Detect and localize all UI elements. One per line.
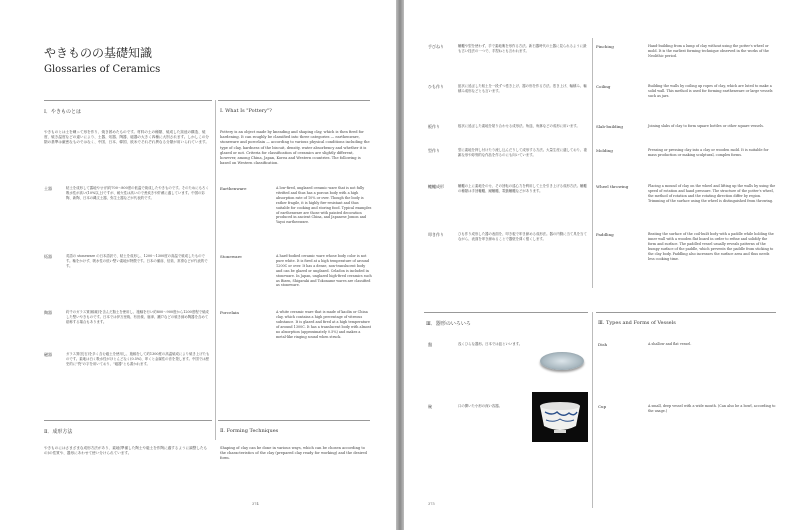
divider — [596, 312, 776, 313]
divider — [44, 420, 212, 421]
term-en: Wheel throwing — [596, 184, 629, 189]
term-en: Stoneware — [220, 254, 242, 259]
definition-ja: ガラス質(長石)を多く含む磁土を使用し、施釉をして約1300度の高温焼成により焼き上げたものです。素地は白く吸水性がほとんどなく(0.5%)、叩くと金属性の音を発します。中国では歴史的に"瓷"の字を用いており、"磁器"とも書かれます。 — [66, 352, 210, 366]
definition-ja: 口の開いた小形の深い容器。 — [458, 404, 503, 408]
column-divider — [592, 312, 593, 508]
page-title-ja: やきものの基礎知識 — [44, 46, 153, 60]
section-heading-ja: Ⅰ．やきものとは — [44, 109, 81, 115]
term-ja: ひも作り — [428, 84, 444, 89]
right-page — [404, 0, 800, 530]
term-ja: 陶器 — [44, 310, 52, 315]
term-ja: 叩き作り — [428, 232, 444, 237]
definition-en: Placing a mound of clay on the wheel and lifting up the walls by using the speed of rotation and hand pressure. The structure of the potter's wheel, the method of rotation and the rotating direction differ by region. Trimming of the surface using the wheel is distinguished from throwing. — [648, 184, 776, 203]
cup-photo — [532, 392, 588, 442]
term-ja: 手びねり — [428, 44, 444, 49]
definition-ja: 紐状に延ばした粘土を一段ずつ巻き上げ、器の形を作る方法。巻き上げ、輪積み、輪積み成形などとも言います。 — [458, 84, 587, 93]
definition-en: Beating the surface of the coil-built body with a paddle while holding the inner wall with a wooden flat board in order to refine and solidify the form and surface. The paddled vessel usually reveals patterns of the bumpy surface of the paddle, which prevents the paddle from sticking to the clay body. Paddling also increases the surface area and thus needs less cooking time. — [648, 232, 774, 261]
term-en: Slab-building — [596, 124, 623, 129]
divider — [218, 100, 370, 101]
term-ja: 轆轤成形 — [428, 184, 444, 189]
term-ja: 型作り — [428, 148, 440, 153]
definition-en: A hard-bodied ceramic ware whose body color is not pure white. It is fired at a high temperature of around 1200C or over. It has a dense, non-translucent body and can be glazed or unglazed. Celadon is included in stoneware. In Japan, unglazed high-fired ceramics such as Bizen, Shigaraki and Tokoname wares are classified as stoneware. — [276, 254, 372, 288]
term-ja: 土器 — [44, 186, 52, 191]
page-title-en: Glossaries of Ceramics — [44, 64, 161, 75]
column-divider — [215, 100, 216, 440]
forming-intro-ja: やきものにはさまざまな成形方法があり、素地(準備した陶土や磁土を作陶に適するように調整したもの)の性質や、器形にあわせて使い分けられています。 — [44, 446, 208, 456]
definition-en: Pressing or pressing clay into a clay or wooden mold. It is suitable for mass production or making sculptural, complex forms. — [648, 148, 769, 157]
term-ja: 磁器 — [44, 352, 52, 357]
page-number: 375 — [428, 502, 435, 506]
definition-en: Building the walls by coiling up ropes of clay, which are luted to make a solid wall. This method is used for forming earthenware or large vessels such as jars. — [648, 84, 773, 98]
definition-ja: ひも作り成形した器の表面を、叩き板で叩き締める成形法。器の内側に当て具を当てながら、表面を叩き締めることで器壁を薄く強くします。 — [458, 232, 587, 241]
dish-photo — [536, 340, 588, 382]
term-en: Earthenware — [220, 186, 247, 191]
term-en: Paddling — [596, 232, 614, 237]
term-en: Pinching — [596, 44, 614, 49]
definition-ja: 英語の stoneware の日本語訳で、粘土を成形し、1200〜1300度の高温で焼成したものです。釉をかけず、吸水性の低い堅い素地が特徴です。日本の備前、信楽、常滑などが代表的です。 — [66, 254, 208, 268]
definition-ja: 型に素地を押し付けたり流し込んだりして成形する方法。大量生産に適しており、複雑な形や彫刻的な作品を作るのにも向いています。 — [458, 148, 587, 157]
term-en: Dish — [598, 342, 608, 347]
book-spine — [396, 0, 404, 530]
forming-intro-en: Shaping of clay can be done in various ways, which can be chosen according to the characteristics of the clay (prepared clay ready for working) and the desired form. — [220, 446, 367, 461]
section-heading-en: Ⅱ. Forming Techniques — [220, 428, 279, 434]
definition-en: A low-fired, unglazed ceramic ware that is not fully vitrified and thus has a porous body with a high absorption rate of 10% or over. Though the body is rather fragile, it is highly fire-resistant and thus suitable for cooking and storing food. Typical examples of earthenware are those with painted decoration produced in ancient China, and Japanese Jomon and Yayoi earthenware. — [276, 186, 372, 225]
definition-ja: 板状に延ばした素地を貼り合わせる成形法。角皿、角鉢などの成形に用います。 — [458, 124, 580, 128]
definition-en: Hand-building from a lump of clay without using the potter's wheel or mold. It is the earliest forming technique observed in the works of the Neolithic period. — [648, 44, 769, 58]
term-ja: 碗 — [428, 404, 432, 409]
definition-ja: 轆轤の上に素地をのせ、その回転の遠心力を利用して土を引き上げる成形方法。轆轤の種類は手回轆轤、蹴轆轤、電動轆轤などがあります。 — [458, 184, 587, 193]
column-divider — [592, 38, 593, 288]
section-heading-ja: Ⅱ．成形方法 — [44, 429, 73, 435]
section-heading-en: Ⅲ. Types and Forms of Vessels — [598, 320, 676, 326]
term-ja: 板作り — [428, 124, 440, 129]
definition-ja: 轆轤や型を使わず、手で素地塊を形作る方法。新石器時代の土器に見られるように最も古い技法の一つで、手捏ねとも言われます。 — [458, 44, 587, 53]
section-heading-ja: Ⅲ．器形のいろいろ — [426, 321, 471, 327]
term-en: Cup — [598, 404, 607, 409]
term-ja: 盤 — [428, 342, 432, 347]
term-ja: 炻器 — [44, 254, 52, 259]
page-number: 374 — [252, 502, 259, 506]
term-en: Molding — [596, 148, 613, 153]
definition-en: A shallow and flat vessel. — [648, 342, 692, 346]
intro-en: Pottery is an object made by kneading and shaping clay, which is then fired for hardening. It can roughly be classified into three categories — earthenware, stoneware and porcelain — according to various physical conditions including the type of clay, hardness of the biscuit, density, water absorbency and whether it is glazed or not. Criteria for classification of ceramics are slightly different, however, among China, Japan, Korea and Western countries. The following is based on Western classification. — [220, 130, 370, 166]
term-en: Porcelain — [220, 310, 239, 315]
definition-en: Joining slabs of clay to form square bottles or other square vessels. — [648, 124, 764, 128]
definition-ja: 浅くひらな器形。日本では皿といいます。 — [458, 342, 523, 346]
divider — [424, 312, 588, 313]
divider — [44, 100, 212, 101]
section-heading-en: Ⅰ. What Is "Pottery"? — [220, 108, 272, 114]
definition-ja: 粘土を成形して露地やせぜ(約700〜800度の低温で焼成したやきものです。そのためにもろく吸水性が高い(10%以上)ですが、耐火性は高いので煮炊きや貯蔵に適しています。中国の彩陶、新陶、日本の縄文土器、弥生土器などが代表的です。 — [66, 186, 209, 200]
definition-en: A small, deep vessel with a wide mouth. (Can also be a bowl, according to the usage.) — [648, 404, 776, 413]
definition-en: A white ceramic ware that is made of kaolin or China clay, which contains a high percentage of vitreous substance. It is glazed and fired at a high temperature of around 1300C. It has a translucent body with almost no absorption (approximately 0.5%) and makes a metal-like ringing sound when struck. — [276, 310, 372, 339]
left-page — [0, 0, 396, 530]
term-en: Coiling — [596, 84, 611, 89]
divider — [218, 420, 370, 421]
definition-ja: 約千のガラス質(釉薬)を含んだ胎土を使用し、施釉を行い約800〜900度から1200度程で焼成した堅いやきものです。日本では伊万里焼、有田焼、唐津、瀬戸などの焼き締め陶器を含めて総称する場合もあります。 — [66, 310, 209, 324]
intro-ja: やきものとは土を練って形を作り、焼き固めたものです。材料の土の種類、焼成した窯池の構造、焼度、焼き温度などの違いにより、土器、炻器、陶器、磁器の大きく四種に大別されます。しかしこの分類の基準は厳密なものではなく、中国、日本、韓国、欧米でそれぞれ異なる分類が用いられています。 — [44, 130, 210, 145]
